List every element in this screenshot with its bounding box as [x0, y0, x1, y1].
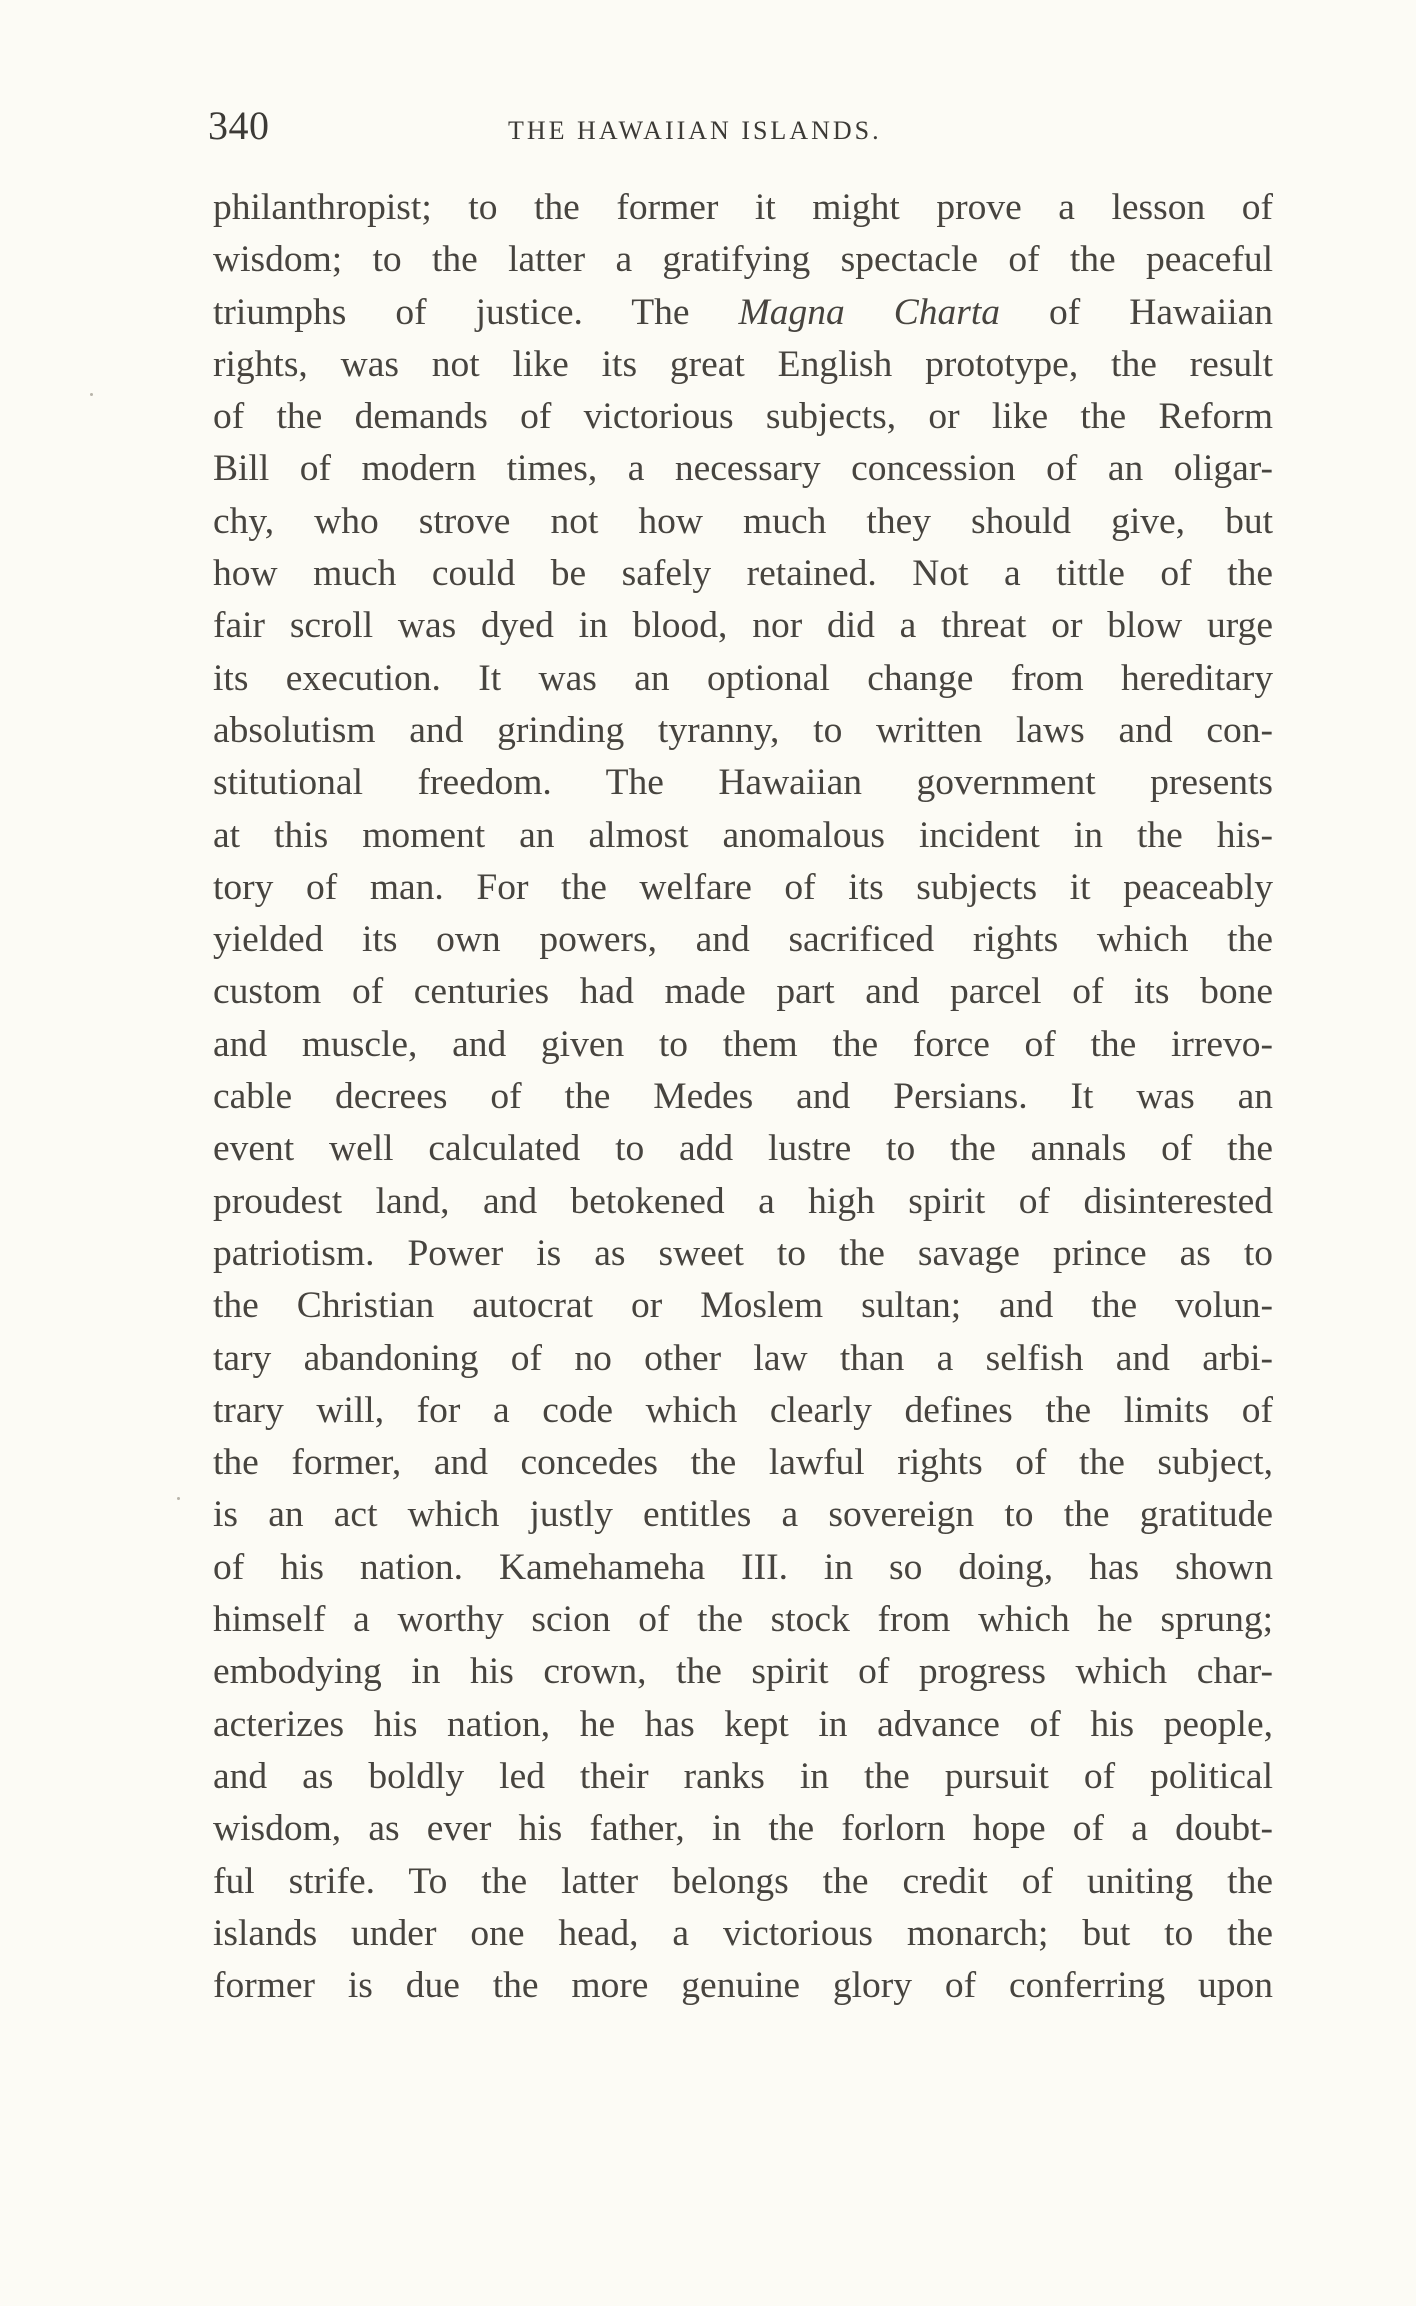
text-line	[213, 234, 1273, 286]
text-line	[213, 653, 1273, 705]
text-line	[213, 443, 1273, 495]
running-title: THE HAWAIIAN ISLANDS.	[508, 116, 882, 145]
text-line	[213, 862, 1273, 914]
text-run: the Christian autocrat or Moslem sultan; and the volun-	[213, 1285, 1273, 1327]
text-line	[213, 287, 1273, 339]
text-run: philanthropist; to the former it might prove a lesson of	[213, 187, 1273, 228]
text-run: yielded its own powers, and sacrificed rights which the	[213, 919, 1273, 961]
text-run: at this moment an almost anomalous incident in the his-	[213, 814, 1273, 856]
text-run: and muscle, and given to them the force of the irrevo-	[213, 1023, 1273, 1065]
text-line	[213, 1856, 1273, 1908]
text-line	[213, 966, 1273, 1018]
text-line	[213, 1123, 1273, 1175]
text-run: how much could be safely retained. Not a tittle of the	[213, 553, 1273, 595]
text-line	[213, 600, 1273, 652]
text-run: Bill of modern times, a necessary concession of an oligar-	[213, 448, 1273, 490]
text-run: stitutional freedom. The Hawaiian government presents	[213, 762, 1273, 804]
text-run: fair scroll was dyed in blood, nor did a threat or blow urge	[213, 605, 1273, 647]
text-run: wisdom, as ever his father, in the forlorn hope of a doubt-	[213, 1808, 1273, 1850]
text-run: embodying in his crown, the spirit of progress which char-	[213, 1651, 1273, 1693]
italic-phrase: Magna Charta	[738, 291, 1001, 333]
text-run: himself a worthy scion of the stock from which he sprung;	[213, 1599, 1273, 1641]
body-paragraph	[213, 182, 1273, 2012]
text-run: former is due the more genuine glory of conferring upon	[213, 1965, 1273, 2007]
text-line	[213, 339, 1273, 391]
text-run: is an act which justly entitles a sovereign to the gratitude	[213, 1494, 1273, 1536]
text-run: triumphs of justice. The	[213, 291, 739, 333]
text-run: islands under one head, a victorious monarch; but to the	[213, 1912, 1273, 1954]
text-run: its execution. It was an optional change from hereditary	[213, 657, 1273, 699]
text-line	[213, 1176, 1273, 1228]
text-run: chy, who strove not how much they should give, but	[213, 500, 1273, 542]
text-run: and as boldly led their ranks in the pursuit of political	[213, 1755, 1273, 1797]
page-number: 340	[208, 103, 270, 148]
text-line	[213, 705, 1273, 757]
text-run: wisdom; to the latter a gratifying spectacle of the peaceful	[213, 239, 1273, 281]
paper-speck	[177, 1497, 180, 1500]
text-line	[213, 1333, 1273, 1385]
text-line	[213, 810, 1273, 862]
text-line	[213, 548, 1273, 600]
text-run: the former, and concedes the lawful rights of the subject,	[213, 1442, 1273, 1484]
text-run: rights, was not like its great English prototype, the result	[213, 343, 1273, 385]
text-line	[213, 1594, 1273, 1646]
text-line	[213, 1803, 1273, 1855]
text-line	[213, 1699, 1273, 1751]
text-line	[213, 1385, 1273, 1437]
page-header	[208, 96, 1298, 156]
text-run: trary will, for a code which clearly defines the limits of	[213, 1389, 1273, 1431]
text-run: cable decrees of the Medes and Persians. It was an	[213, 1076, 1273, 1118]
text-line	[213, 1960, 1273, 2012]
text-line	[213, 1280, 1273, 1332]
text-line	[213, 1646, 1273, 1698]
text-run: of the demands of victorious subjects, or like the Reform	[213, 396, 1273, 438]
text-run: of Hawaiian	[1000, 291, 1273, 333]
text-line	[213, 496, 1273, 548]
text-line	[213, 1542, 1273, 1594]
text-line	[213, 182, 1273, 234]
text-line	[213, 1437, 1273, 1489]
text-run: patriotism. Power is as sweet to the savage prince as to	[213, 1232, 1273, 1274]
text-run: acterizes his nation, he has kept in advance of his people,	[213, 1703, 1273, 1745]
text-line	[213, 1071, 1273, 1123]
text-run: absolutism and grinding tyranny, to written laws and con-	[213, 709, 1273, 751]
text-line	[213, 1228, 1273, 1280]
text-line	[213, 757, 1273, 809]
text-run: event well calculated to add lustre to the annals of the	[213, 1128, 1273, 1170]
text-run: custom of centuries had made part and parcel of its bone	[213, 971, 1273, 1013]
text-run: of his nation. Kamehameha III. in so doing, has shown	[213, 1546, 1273, 1588]
text-run: proudest land, and betokened a high spirit of disinterested	[213, 1180, 1273, 1222]
text-line	[213, 1751, 1273, 1803]
text-run: tary abandoning of no other law than a selfish and arbi-	[213, 1337, 1273, 1379]
text-line	[213, 1489, 1273, 1541]
text-run: ful strife. To the latter belongs the credit of uniting the	[213, 1860, 1273, 1902]
text-line	[213, 1908, 1273, 1960]
text-line	[213, 391, 1273, 443]
paper-speck	[90, 393, 93, 396]
text-run: tory of man. For the welfare of its subjects it peaceably	[213, 866, 1273, 908]
text-line	[213, 1019, 1273, 1071]
text-line	[213, 914, 1273, 966]
